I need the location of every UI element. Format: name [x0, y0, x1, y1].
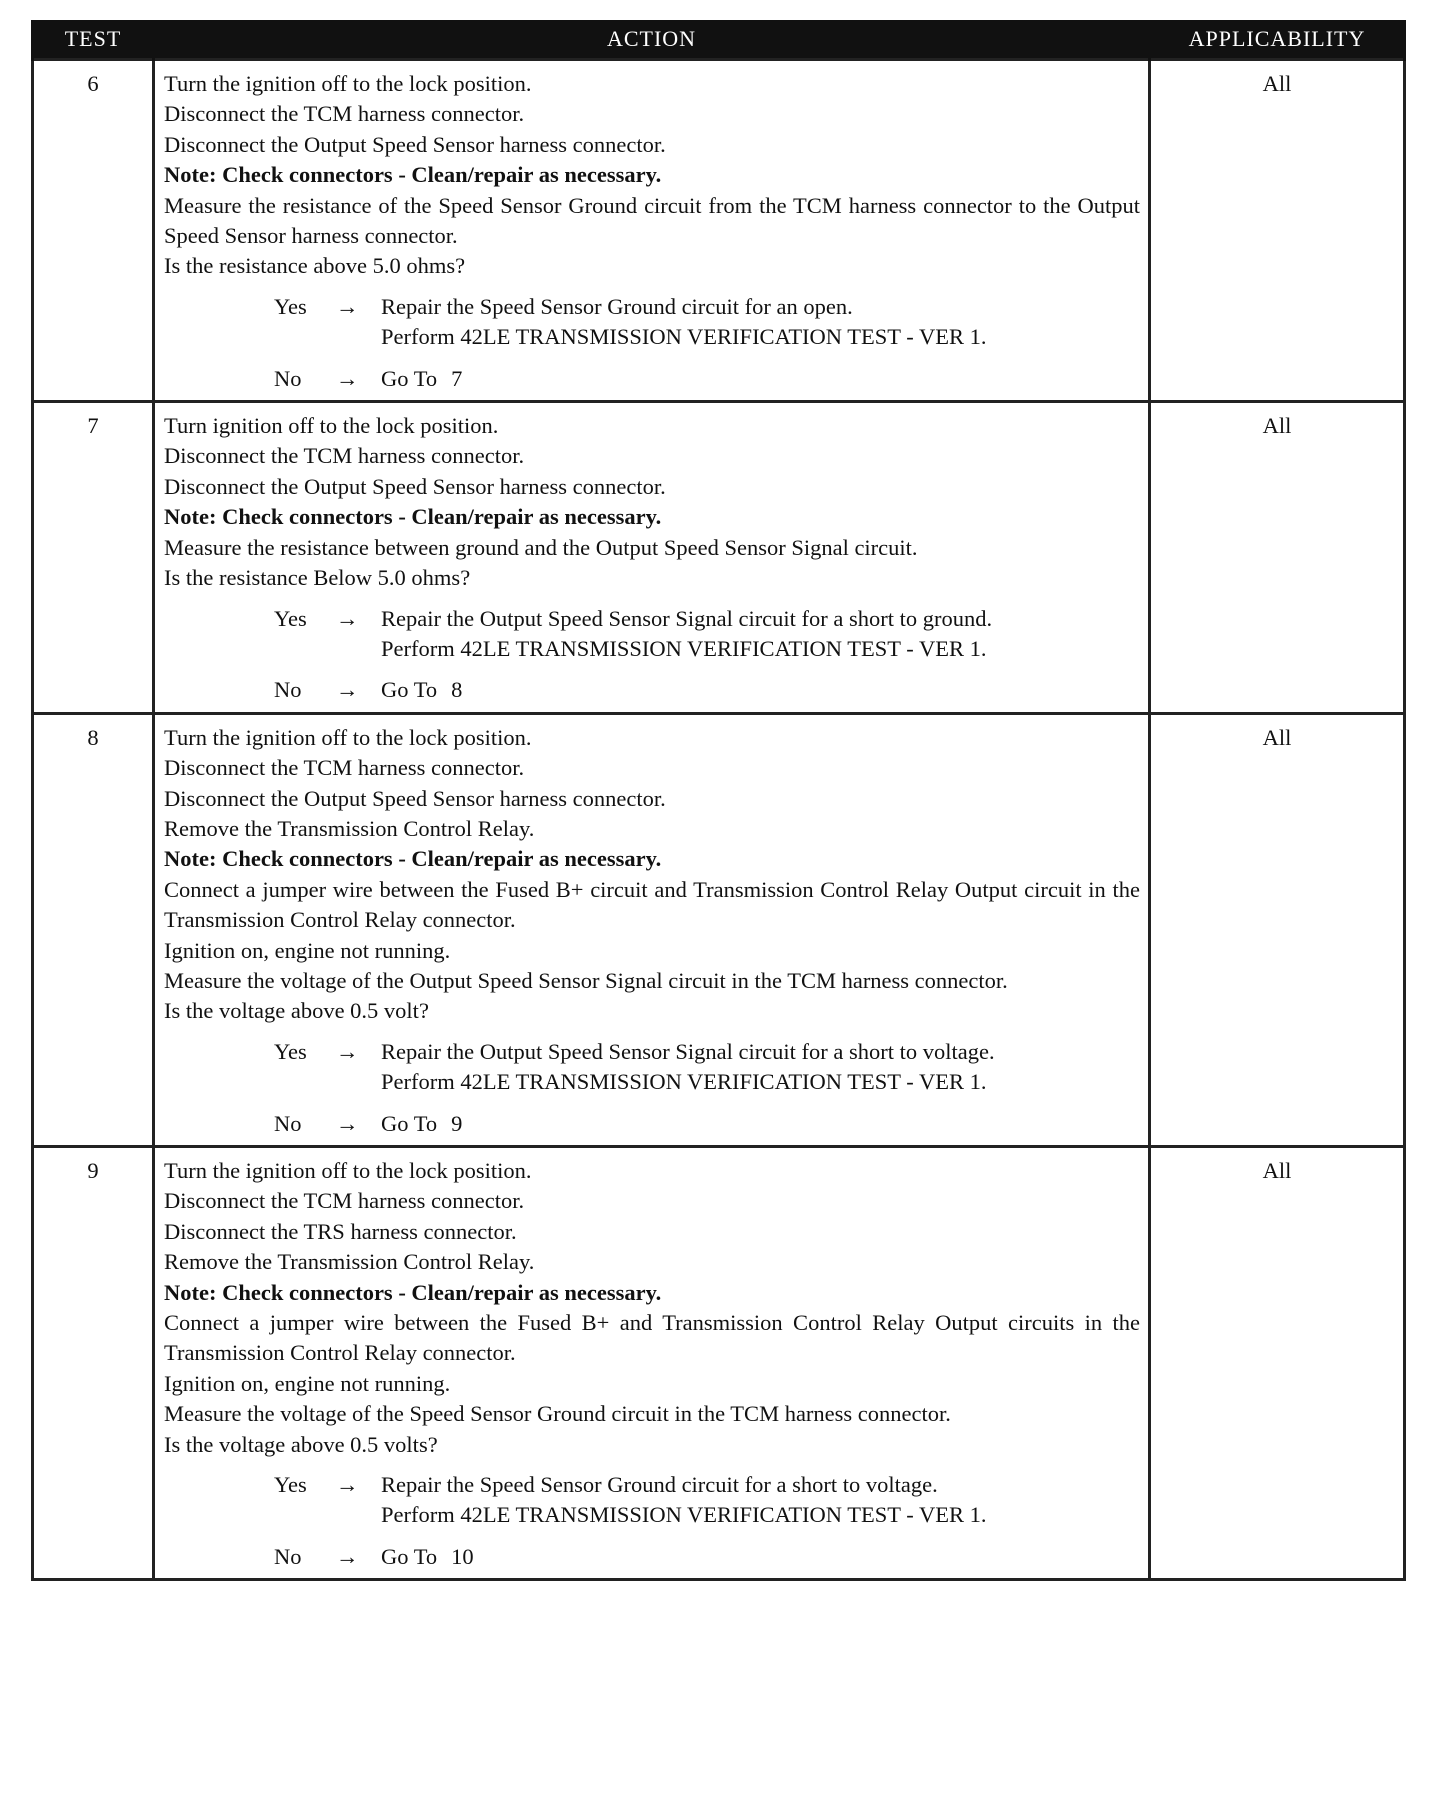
goto-step: [381, 675, 1140, 705]
step-text: Is the resistance Below 5.0 ohms?: [164, 565, 471, 591]
test-table: [31, 20, 1406, 1581]
action-cell: [154, 713, 1150, 1146]
yes-result: [381, 1037, 1140, 1098]
step-text: Remove the Transmission Control Relay.: [164, 815, 535, 841]
goto-target: 8: [451, 677, 463, 703]
yes-result: [381, 604, 1140, 665]
test-row: [33, 402, 1405, 714]
goto-step: [381, 1542, 1140, 1572]
goto-label: Go To: [381, 1110, 438, 1136]
arrow-right-icon: →: [336, 1543, 359, 1569]
header-test: TEST: [33, 20, 154, 60]
applicability-value: All: [1150, 1147, 1405, 1580]
branch-yes: [274, 292, 1140, 353]
test-number: 8: [33, 713, 154, 1146]
yes-result-line: Repair the Output Speed Sensor Signal circuit for a short to voltage.: [381, 1038, 995, 1064]
goto-label: Go To: [381, 1543, 438, 1569]
header-action: ACTION: [154, 20, 1150, 60]
branch-yes: [274, 604, 1140, 665]
step-text: Turn the ignition off to the lock position.: [164, 724, 532, 750]
step-text: Disconnect the TCM harness connector.: [164, 101, 525, 127]
step-text: Turn ignition off to the lock position.: [164, 413, 499, 439]
yes-result-line: Perform 42LE TRANSMISSION VERIFICATION TEST - VER 1.: [381, 1069, 987, 1095]
steps-after: [164, 533, 1140, 594]
applicability-value: All: [1150, 713, 1405, 1146]
branch-yes: [274, 1470, 1140, 1531]
test-number: 7: [33, 402, 154, 714]
step-text: Disconnect the TCM harness connector.: [164, 443, 525, 469]
no-label: No: [274, 677, 302, 703]
arrow-right-icon: →: [336, 365, 359, 391]
yes-result-line: Repair the Speed Sensor Ground circuit for a short to voltage.: [381, 1472, 938, 1498]
yes-result-line: Perform 42LE TRANSMISSION VERIFICATION TEST - VER 1.: [381, 324, 987, 350]
branches: [274, 604, 1140, 706]
steps-before: [164, 1156, 1140, 1278]
step-text: Is the resistance above 5.0 ohms?: [164, 253, 466, 279]
test-row: [33, 60, 1405, 402]
action-cell: [154, 1147, 1150, 1580]
note: Note: Check connectors - Clean/repair as necessary.: [164, 1279, 662, 1305]
yes-result-line: Perform 42LE TRANSMISSION VERIFICATION TEST - VER 1.: [381, 635, 987, 661]
step-text: Disconnect the TCM harness connector.: [164, 1188, 525, 1214]
step-text: Ignition on, engine not running.: [164, 937, 451, 963]
step-text: Remove the Transmission Control Relay.: [164, 1249, 535, 1275]
yes-label: Yes: [274, 293, 307, 319]
arrow-right-icon: →: [336, 1038, 359, 1064]
branch-yes: [274, 1037, 1140, 1098]
table-body: [33, 60, 1405, 1580]
note: Note: Check connectors - Clean/repair as necessary.: [164, 162, 662, 188]
yes-label: Yes: [274, 1038, 307, 1064]
test-row: [33, 713, 1405, 1146]
step-text: Is the voltage above 0.5 volts?: [164, 1431, 438, 1457]
applicability-value: All: [1150, 402, 1405, 714]
yes-label: Yes: [274, 1472, 307, 1498]
step-text: Measure the resistance of the Speed Sensor Ground circuit from the TCM harness connector to the Output Speed Sensor harness connector.: [164, 192, 1140, 249]
arrow-right-icon: →: [336, 677, 359, 703]
branch-no: [274, 1109, 1140, 1139]
steps-before: [164, 723, 1140, 845]
test-row: [33, 1147, 1405, 1580]
yes-result-line: Repair the Output Speed Sensor Signal circuit for a short to ground.: [381, 605, 993, 631]
diagnostic-test-table: [31, 20, 1403, 1581]
steps-after: [164, 1308, 1140, 1460]
action-cell: [154, 60, 1150, 402]
goto-label: Go To: [381, 677, 438, 703]
table-header: [33, 20, 1405, 60]
step-text: Disconnect the TRS harness connector.: [164, 1218, 517, 1244]
step-text: Disconnect the TCM harness connector.: [164, 755, 525, 781]
header-applicability: APPLICABILITY: [1150, 20, 1405, 60]
goto-step: [381, 364, 1140, 394]
steps-before: [164, 411, 1140, 502]
note: Note: Check connectors - Clean/repair as necessary.: [164, 846, 662, 872]
branch-no: [274, 675, 1140, 705]
arrow-right-icon: →: [336, 293, 359, 319]
step-text: Measure the resistance between ground and the Output Speed Sensor Signal circuit.: [164, 534, 918, 560]
steps-before: [164, 69, 1140, 160]
goto-step: [381, 1109, 1140, 1139]
yes-result-line: Perform 42LE TRANSMISSION VERIFICATION TEST - VER 1.: [381, 1502, 987, 1528]
applicability-value: All: [1150, 60, 1405, 402]
yes-result: [381, 292, 1140, 353]
steps-after: [164, 191, 1140, 282]
arrow-right-icon: →: [336, 605, 359, 631]
step-text: Ignition on, engine not running.: [164, 1370, 451, 1396]
step-text: Turn the ignition off to the lock position.: [164, 71, 532, 96]
branches: [274, 292, 1140, 394]
yes-result-line: Repair the Speed Sensor Ground circuit for an open.: [381, 293, 853, 319]
no-label: No: [274, 1110, 302, 1136]
goto-target: 10: [451, 1543, 474, 1569]
branch-no: [274, 1542, 1140, 1572]
step-text: Is the voltage above 0.5 volt?: [164, 998, 429, 1024]
step-text: Connect a jumper wire between the Fused B+ and Transmission Control Relay Output circuits in the Transmission Control Relay connector.: [164, 1310, 1140, 1366]
step-text: Connect a jumper wire between the Fused B+ circuit and Transmission Control Relay Output circuit in the Transmission Control Relay connector.: [164, 876, 1140, 933]
test-number: 9: [33, 1147, 154, 1580]
no-label: No: [274, 365, 302, 391]
branch-no: [274, 364, 1140, 394]
step-text: Disconnect the Output Speed Sensor harness connector.: [164, 473, 666, 499]
test-number: 6: [33, 60, 154, 402]
yes-result: [381, 1470, 1140, 1531]
branches: [274, 1470, 1140, 1572]
branches: [274, 1037, 1140, 1139]
goto-target: 7: [451, 365, 463, 391]
action-cell: [154, 402, 1150, 714]
yes-label: Yes: [274, 605, 307, 631]
step-text: Measure the voltage of the Speed Sensor Ground circuit in the TCM harness connector.: [164, 1401, 951, 1427]
steps-after: [164, 875, 1140, 1027]
step-text: Turn the ignition off to the lock position.: [164, 1158, 532, 1183]
step-text: Disconnect the Output Speed Sensor harness connector.: [164, 785, 666, 811]
goto-target: 9: [451, 1110, 463, 1136]
goto-label: Go To: [381, 365, 438, 391]
step-text: Disconnect the Output Speed Sensor harness connector.: [164, 131, 666, 157]
note: Note: Check connectors - Clean/repair as necessary.: [164, 504, 662, 530]
arrow-right-icon: →: [336, 1472, 359, 1498]
no-label: No: [274, 1543, 302, 1569]
step-text: Measure the voltage of the Output Speed Sensor Signal circuit in the TCM harness connector.: [164, 967, 1008, 993]
arrow-right-icon: →: [336, 1110, 359, 1136]
